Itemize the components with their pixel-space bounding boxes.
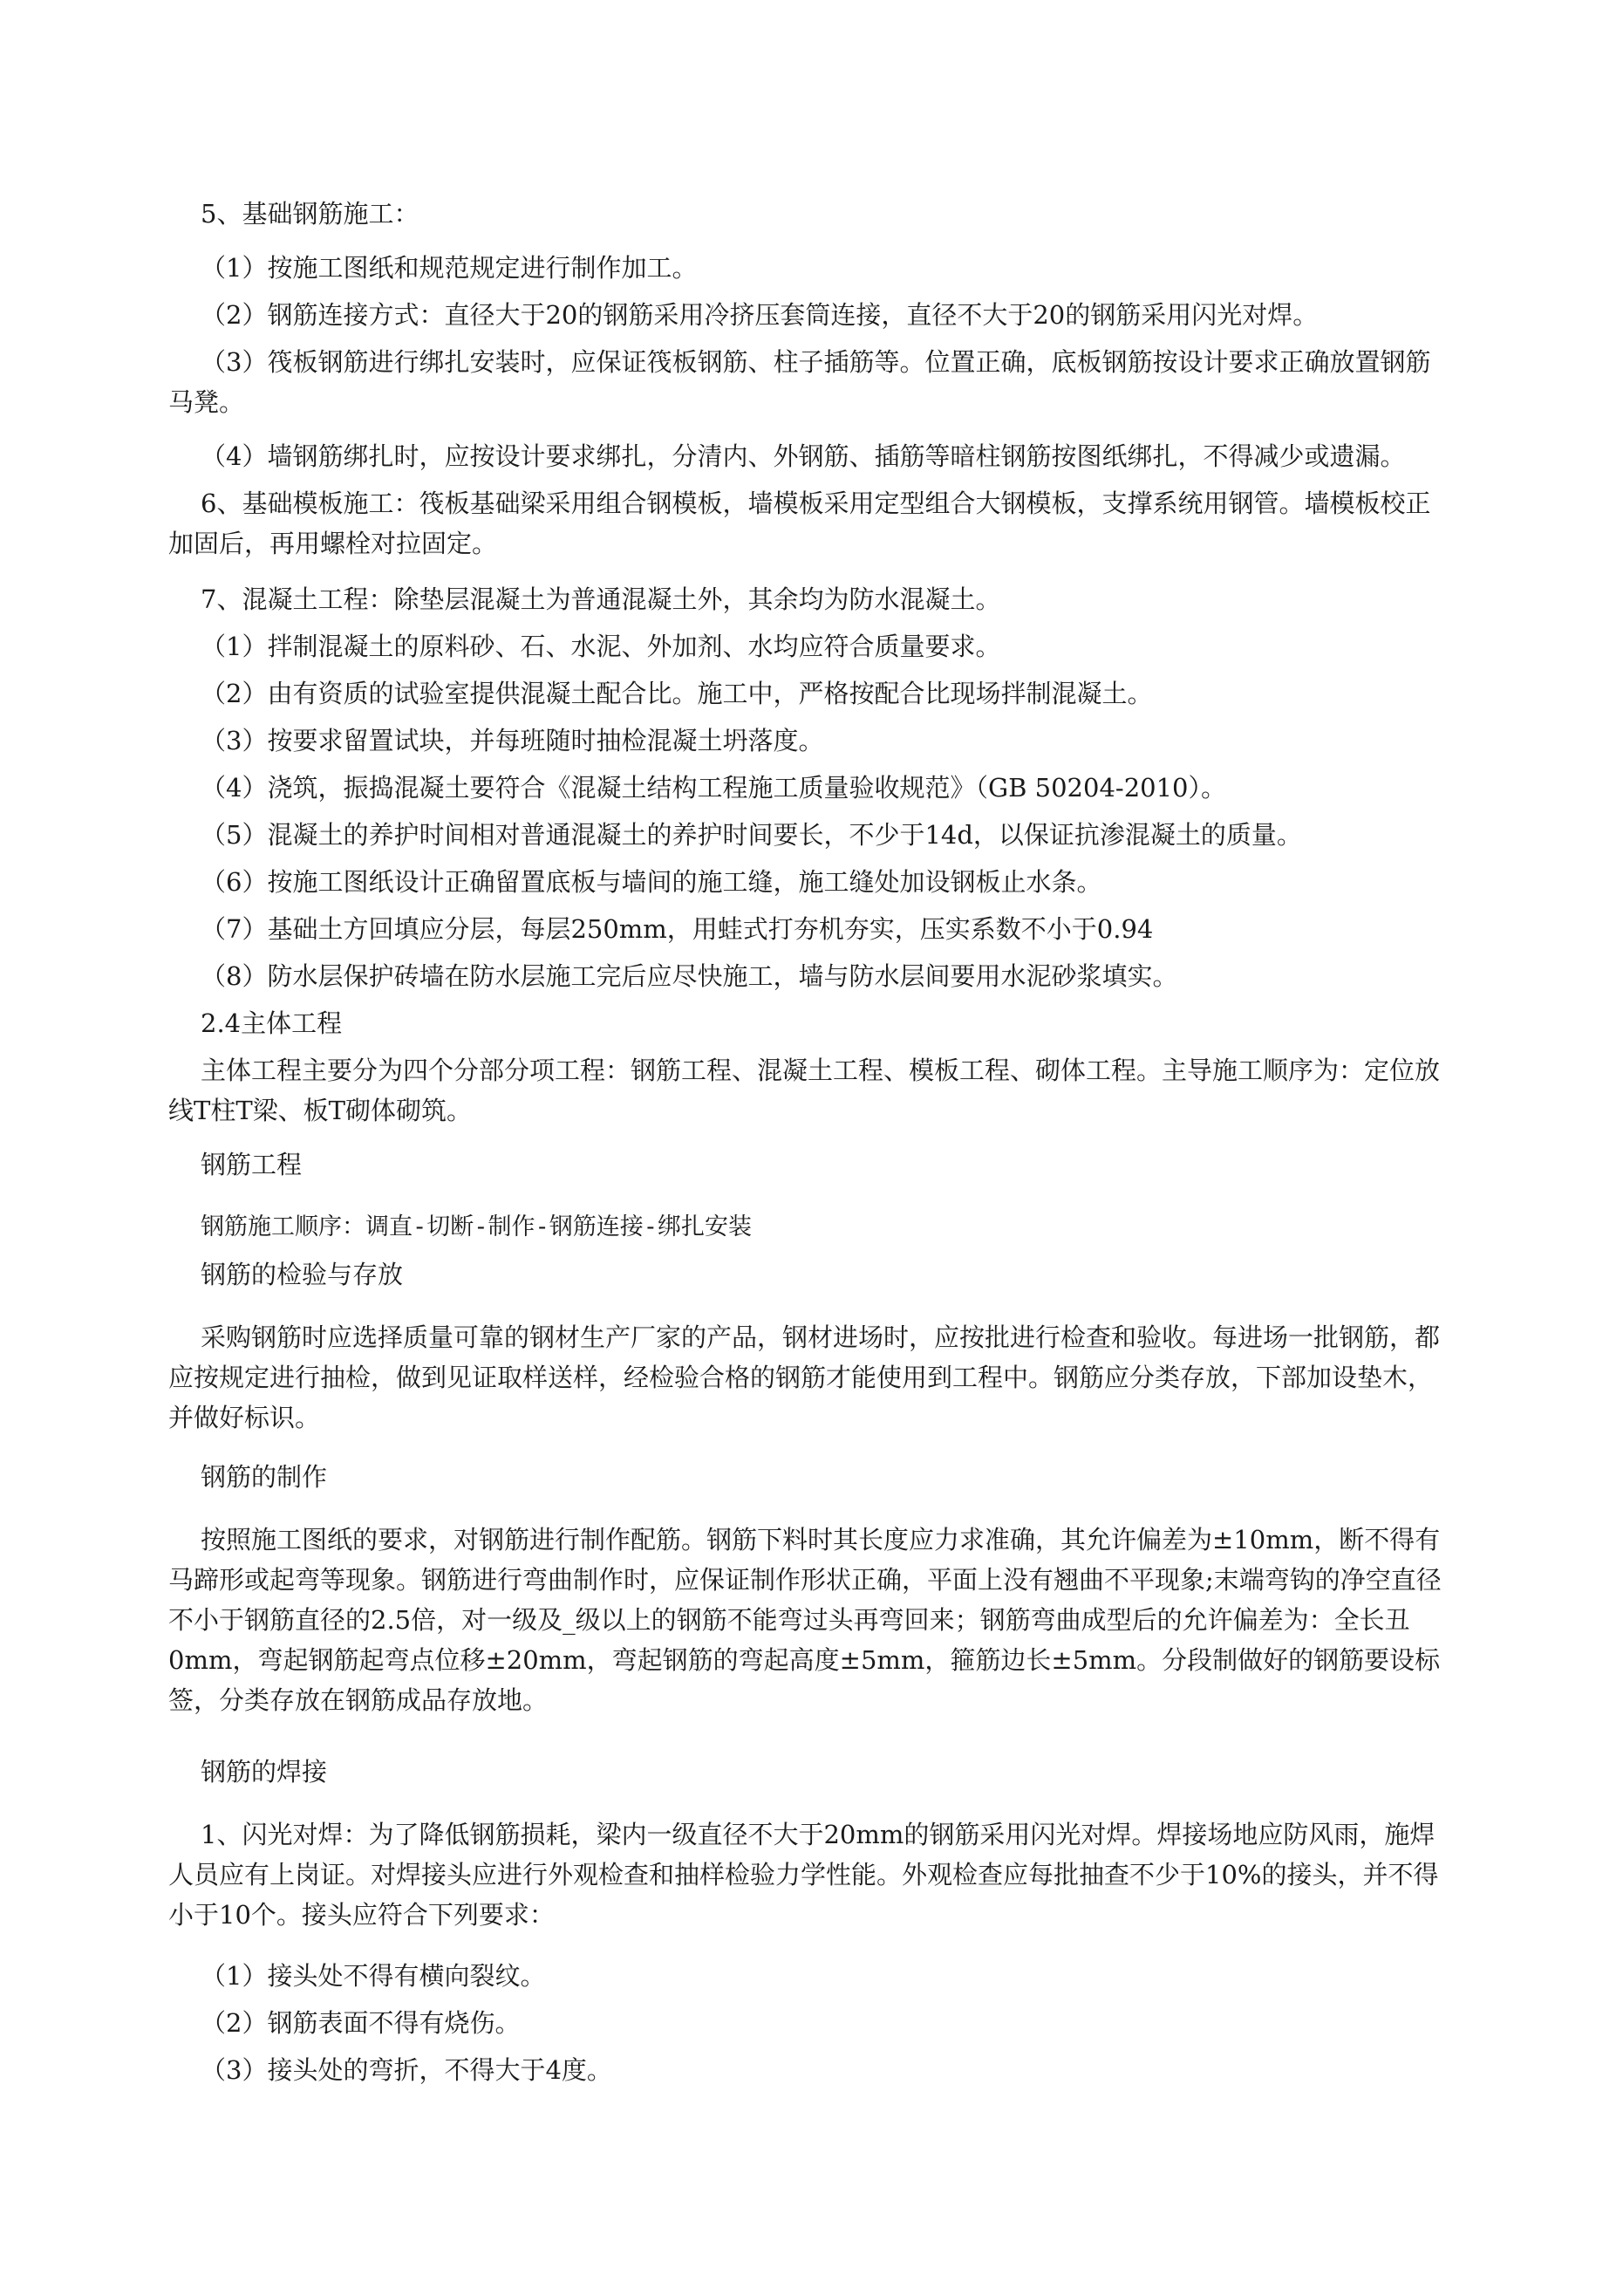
section-paragraph: 主体工程主要分为四个分部分项工程：钢筋工程、混凝土工程、模板工程、砌体工程。主导施工顺序为：定位放线T柱T梁、板T砌体砌筑。: [168, 1056, 1441, 1125]
list-item: （2）钢筋表面不得有烧伤。: [201, 2008, 521, 2038]
list-item: （2）钢筋连接方式：直径大于20的钢筋采用冷挤压套筒连接，直径不大于20的钢筋采用闪光对焊。: [201, 300, 1319, 330]
section-heading: 5、基础钢筋施工：: [201, 199, 419, 229]
list-item: （3）筏板钢筋进行绑扎安装时，应保证筏板钢筋、柱子插筋等。位置正确，底板钢筋按设计要求正确放置钢筋马凳。: [168, 347, 1431, 417]
subsection-heading: 钢筋的焊接: [201, 1757, 328, 1787]
section-paragraph: 1、闪光对焊：为了降低钢筋损耗，梁内一级直径不大于20mm的钢筋采用闪光对焊。焊接场地应防风雨，施焊人员应有上岗证。对焊接头应进行外观检查和抽样检验力学性能。外观检查应每批抽查不少于10%的接头，并不得小于10个。接头应符合下列要求：: [168, 1820, 1439, 1930]
section-paragraph: 采购钢筋时应选择质量可靠的钢材生产厂家的产品，钢材进场时，应按批进行检查和验收。每进场一批钢筋，都应按规定进行抽检，做到见证取样送样，经检验合格的钢筋才能使用到工程中。钢筋应分类存放，下部加设垫木，并做好标识。: [168, 1322, 1441, 1432]
list-item: （5）混凝土的养护时间相对普通混凝土的养护时间要长，不少于14d，以保证抗渗混凝土的质量。: [201, 820, 1302, 850]
list-item: （3）接头处的弯折，不得大于4度。: [201, 2055, 612, 2085]
list-item: （1）拌制混凝土的原料砂、石、水泥、外加剂、水均应符合质量要求。: [201, 632, 1001, 661]
section-heading: 2.4主体工程: [201, 1008, 343, 1038]
subsection-heading: 钢筋的制作: [201, 1462, 328, 1492]
subsection-heading: 钢筋的检验与存放: [201, 1260, 404, 1289]
list-item: （7）基础土方回填应分层，每层250mm，用蛙式打夯机夯实，压实系数不小于0.94: [201, 914, 1154, 944]
list-item: （3）按要求留置试块，并每班随时抽检混凝土坍落度。: [201, 726, 824, 755]
list-item: （4）浇筑，振捣混凝土要符合《混凝土结构工程施工质量验收规范》（GB 50204-2010）。: [201, 773, 1227, 803]
list-item: （1）按施工图纸和规范规定进行制作加工。: [201, 253, 698, 283]
subsection-heading: 钢筋工程: [201, 1150, 303, 1179]
list-item: （8）防水层保护砖墙在防水层施工完后应尽快施工，墙与防水层间要用水泥砂浆填实。: [201, 961, 1178, 991]
list-item: （1）接头处不得有横向裂纹。: [201, 1961, 546, 1991]
section-paragraph: 6、基础模板施工：筏板基础梁采用组合钢模板，墙模板采用定型组合大钢模板，支撑系统用钢管。墙模板校正加固后，再用螺栓对拉固定。: [168, 489, 1431, 558]
list-item: （4）墙钢筋绑扎时，应按设计要求绑扎，分清内、外钢筋、插筋等暗柱钢筋按图纸绑扎，不得减少或遗漏。: [201, 441, 1406, 471]
section-paragraph: 按照施工图纸的要求，对钢筋进行制作配筋。钢筋下料时其长度应力求准确，其允许偏差为±10mm，断不得有马蹄形或起弯等现象。钢筋进行弯曲制作时，应保证制作形状正确，平面上没有翘曲不平现象;末端弯钩的净空直径不小于钢筋直径的2.5倍，对一级及_级以上的钢筋不能弯过头再弯回来；钢筋弯曲成型后的允许偏差为：全长丑0mm，弯起钢筋起弯点位移±20mm，弯起钢筋的弯起高度±5mm，箍筋边长±5mm。分段制做好的钢筋要设标签，分类存放在钢筋成品存放地。: [168, 1525, 1442, 1715]
list-item: （6）按施工图纸设计正确留置底板与墙间的施工缝，施工缝处加设钢板止水条。: [201, 867, 1102, 897]
section-heading: 7、混凝土工程：除垫层混凝土为普通混凝土外，其余均为防水混凝土。: [201, 584, 1001, 614]
list-item: （2）由有资质的试验室提供混凝土配合比。施工中，严格按配合比现场拌制混凝土。: [201, 679, 1153, 708]
sequence-line: 钢筋施工顺序：调直-切断-制作-钢筋连接-绑扎安装: [201, 1213, 753, 1240]
